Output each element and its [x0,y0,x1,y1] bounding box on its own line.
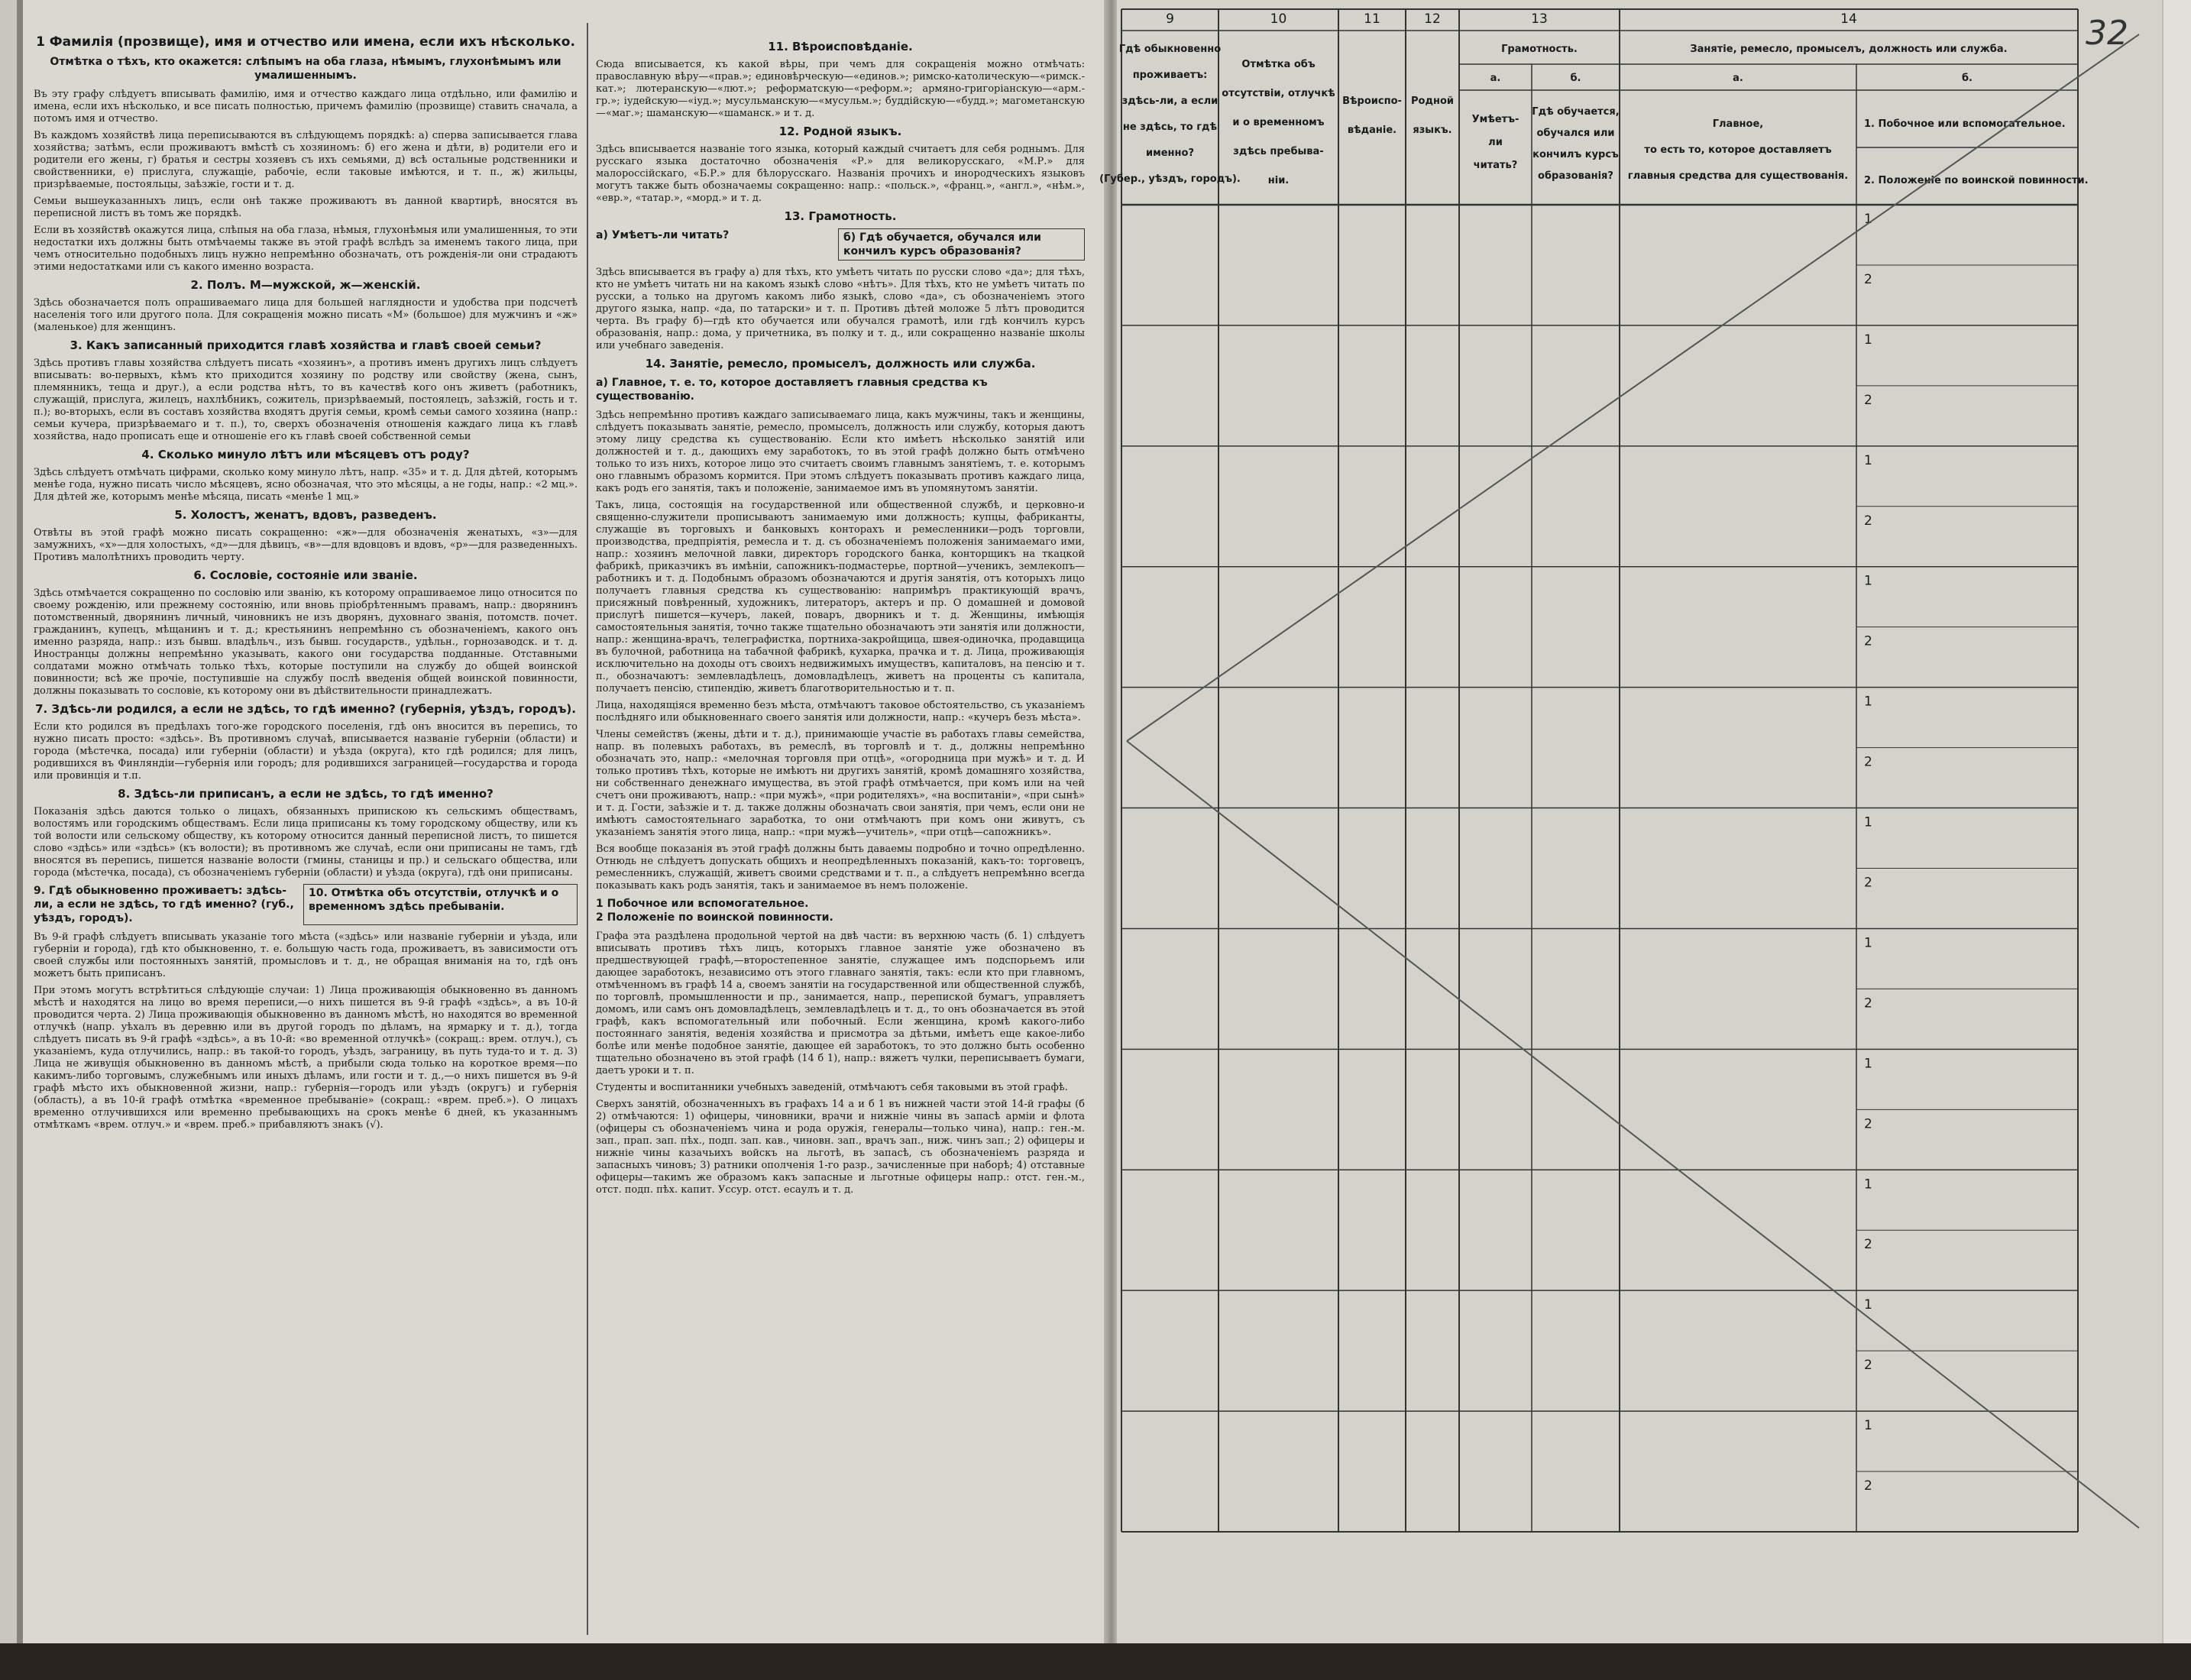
section-14b1-title: 1 Побочное или вспомогательное. [596,898,809,910]
header-col-14b2: 2. Положеніе по воинской повинности. [1864,175,2089,186]
header-col-10: отсутствіи, отлучкѣ [1222,88,1335,99]
section-14-title: 14. Занятіе, ремесло, промыселъ, должность или служба. [645,357,1036,371]
header-col-10: и о временномъ [1232,117,1325,128]
section-5-paragraph: Отвѣты въ этой графѣ можно писать сокращенно: «ж»—для обозначенія женатыхъ, «з»—для замужнихъ, «х»—для холостыхъ, «д»—для дѣвицъ, «в»—для вдовцовъ и вдовъ, «р»—для разведенныхъ. Противъ малолѣтнихъ проводить черту. [34,527,578,563]
row-label-1: 1 [1864,935,1872,951]
header-col-14a-letter: а. [1733,73,1743,84]
row-label-2: 2 [1864,995,1872,1012]
section-14b-paragraph: Студенты и воспитанники учебныхъ заведеній, отмѣчаютъ себя таковыми въ этой графѣ. [596,1082,1068,1093]
section-2-paragraph: Здѣсь обозначается полъ опрашиваемаго лица для большей наглядности и удобства при подсчетѣ населенія того или другого пола. Для сокращенія можно писать «М» (большое) для мужчинъ и «ж» (маленькое) для женщинъ. [34,297,578,333]
section-13b-title: б) Гдѣ обучается, обучался или кончилъ курсъ образованія? [838,228,1085,261]
section-14-paragraph: Такъ, лица, состоящія на государственной или общественной службѣ, и церковно-и священно-служители прописываютъ занимаемую ими должность; купцы, фабриканты, служащіе въ торговыхъ и банковыхъ конторахъ и ремесленники—родъ торговли, производства, предпріятія, ремесла и т. д. съ обозначеніемъ положенія занимаемаго ими, напр.: хозяинъ мелочной лавки, директоръ городского банка, конторщикъ на ткацкой фабрикѣ, приказчикъ въ имѣніи, сапожникъ-подмастерье, портной—ученикъ, землекопъ—работникъ и т. д. Подобнымъ образомъ обозначаются и другія занятія, отъ которыхъ лицо получаетъ главныя средства къ существованію: напримѣръ практикующій врачъ, присяжный повѣренный, художникъ, литераторъ, актеръ и пр. О домашней и домовой прислугѣ пишется—кучеръ, лакей, поваръ, дворникъ и т. д. Женщины, имѣющія самостоятельныя занятія, точно также тщательно обозначаютъ эти занятія или должности, напр.: женщина-врачъ, телеграфистка, портниха-закройщица, швея-одиночка, продавщица въ булочной, работница на табачной фабрикѣ, кухарка, прачка и т. д. Лица, проживающія исключительно на доходы отъ своихъ недвижимыхъ имуществъ, капиталовъ, на пенсію и т. п., обозначаютъ: землевладѣлецъ, домовладѣлецъ, живетъ на проценты съ капитала, получаетъ пенсію, стипендію, живетъ благотворительностью и т. п. [596,500,1085,694]
row-label-1: 1 [1864,1418,1872,1434]
header-col-13a: читать? [1473,160,1518,171]
section-9-title: 9. Гдѣ обыкновенно проживаетъ: здѣсь-ли, а если не здѣсь, то гдѣ именно? (губ., уѣздъ, городъ). [34,885,294,924]
row-label-2: 2 [1864,875,1872,891]
row-label-1: 1 [1864,212,1872,227]
section-6-title: 6. Сословіе, состояніе или званіе. [193,568,418,582]
row-label-1: 1 [1864,573,1872,589]
cross-out-line [1127,34,2139,741]
handwritten-page-number: 32 [2086,14,2128,53]
header-col-13-title: Грамотность. [1501,44,1578,55]
section-14b-paragraph: Сверхъ занятій, обозначенныхъ въ графахъ 14 а и б 1 въ нижней части этой 14-й графы (б 2) отмѣчаются: 1) офицеры, чиновники, врачи и нижніе чины въ запасѣ арміи и флота (офицеры съ обозначеніемъ чина и рода оружія, генералы—только чина), напр.: ген.-м. зап., прап. зап. пѣх., подп. зап. кав., чиновн. зап., врачъ зап., ниж. чинъ зап.; 2) офицеры и нижніе чины казачьихъ войскъ на льготѣ, въ запасѣ, съ обозначеніемъ разряда и запасныхъ чиновъ; 3) ратники ополченія 1-го разр., зачисленные при наборѣ; 4) отставные офицеры—такимъ же образомъ какъ запасные и льготные офицеры напр.: отст. ген.-м., отст. подп. пѣх. капит. Уссур. отст. есаулъ и т. д. [596,1099,1085,1196]
section-8-paragraph: Показанія здѣсь даются только о лицахъ, обязанныхъ припискою къ сельскимъ обществамъ, волостямъ или городскимъ обществамъ. Если лица приписаны къ тому городскому обществу, или къ той волости или сельскому обществу, къ которому относится данный переписной листъ, то пишется слово «здѣсь» или «здѣсь» (къ волости); въ противномъ же случаѣ, если они приписаны не тамъ, гдѣ вносятся въ перепись, пишется названіе волости (гмины, станицы и пр.) и сельскаго общества, или города (мѣстечка, посада), съ обозначеніемъ губерніи (области) и уѣзда (округа), гдѣ они приписаны. [34,806,578,879]
header-col-9: Гдѣ обыкновенно [1118,44,1222,55]
header-col-9: не здѣсь, то гдѣ [1122,121,1218,133]
column-number: 13 [1531,11,1548,27]
header-col-13b: кончилъ курсъ [1532,149,1619,160]
section-7-title: 7. Здѣсь-ли родился, а если не здѣсь, то гдѣ именно? (губернія, уѣздъ, городъ). [35,702,576,716]
section-14-paragraph: Члены семействъ (жены, дѣти и т. д.), принимающіе участіе въ работахъ главы семейства, напр. въ полевыхъ работахъ, въ ремеслѣ, въ торговлѣ и т. д., должны непремѣнно обозначать это, напр.: «мелочная торговля при отцѣ», «огородница при мужѣ» и т. д. И только противъ тѣхъ, которые не имѣютъ ни другихъ занятій, кромѣ домашняго хозяйства, ни собственнаго денежнаго имущества, въ этой графѣ отмѣчается, при комъ или на чей счетъ они проживаютъ, напр.: «при мужѣ», «при родителяхъ», «на воспитаніи», «при сынѣ» и т. д. Гости, заѣзжіе и т. д. также должны обозначать свои занятія, при чемъ, если они не имѣютъ самостоятельнаго заработка, то они отмѣчаютъ при комъ они живутъ, съ указаніемъ занятія этого лица, напр.: «при мужѣ—учитель», «при отцѣ—сапожникъ». [596,729,1085,838]
row-label-2: 2 [1864,271,1872,287]
header-col-10: здѣсь пребыва- [1233,146,1324,157]
column-number: 12 [1424,11,1441,27]
header-col-13b: образованія? [1538,170,1613,182]
section-14-paragraph: Вся вообще показанія въ этой графѣ должны быть даваемы подробно и точно опредѣленно. Отнюдь не слѣдуетъ допускать общихъ и неопредѣленныхъ показаній, какъ-то: торговецъ, ремесленникъ, служащій, живетъ своими средствами и т. п., а слѣдуетъ непремѣнно всегда показывать какъ родъ занятія, такъ и занимаемое въ немъ положеніе. [596,843,1085,892]
row-label-2: 2 [1864,513,1872,529]
header-col-13b: Гдѣ обучается, [1532,106,1620,118]
row-label-2: 2 [1864,1478,1872,1494]
header-col-14-title: Занятіе, ремесло, промыселъ, должность или служба. [1690,44,2008,55]
header-col-10: ніи. [1267,175,1290,186]
section-3-title: 3. Какъ записанный приходится главѣ хозяйства и главѣ своей семьи? [70,338,542,352]
column-number: 10 [1270,11,1287,27]
header-col-11: Вѣроиспо- [1342,95,1402,107]
section-6-paragraph: Здѣсь отмѣчается сокращенно по сословію или званію, къ которому опрашиваемое лицо относится по своему рожденію, или прежнему состоянію, или вновь пріобрѣтеннымъ правамъ, напр.: дворянинъ потомственный, дворянинъ личный, чиновникъ не изъ дворянъ, духовнаго званія, потомств. почет. гражданинъ, купецъ, мѣщанинъ и т. д.; крестьянинъ непремѣнно съ обозначеніемъ, какого онъ именно разряда, напр.: изъ бывш. владѣльч., изъ бывш. государств., удѣльн., горнозаводск. и т. д. Иностранцы должны непремѣнно указывать, какого они государства подданные. Отставными солдатами можно отмѣчать только тѣхъ, которые поступили на службу до общей воинской повинности; всѣ же прочіе, поступившіе на службу послѣ введенія общей воинской повинности, должны показывать то сословіе, къ которому они въ дѣйствительности принадлежатъ. [34,588,578,697]
section-11-paragraph: Сюда вписывается, къ какой вѣры, при чемъ для сокращенія можно отмѣчать: православную вѣру—«прав.»; единовѣрческую—«единов.»; римско-католическую—«римск.-кат.»; лютеранскую—«лют.»; реформатскую—«реформ.»; армяно-григоріанскую—«арм.-гр.»; іудейскую—«іуд.»; мусульманскую—«мусульм.»; буддійскую—«будд.»; магометанскую—«маг.»; шаманскую—«шаманск.» и т. д. [596,59,1085,119]
table-row-labels [1864,212,1872,1494]
section-14-paragraph: Здѣсь непремѣнно противъ каждаго записываемаго лица, какъ мужчины, такъ и женщины, слѣдуетъ показывать занятіе, ремесло, промыселъ, должность или службу, которыя даютъ этому лицу средства къ существованію. Если кто имѣетъ нѣсколько занятій или должностей и т. д., дающихъ ему заработокъ, то въ этой графѣ должно быть отмѣчено только то изъ нихъ, которое лицо это считаетъ своимъ главнымъ занятіемъ, т. е. которымъ оно главнымъ образомъ кормится. При этомъ слѣдуетъ показывать противъ каждаго лица, какъ родъ его занятія, такъ и положеніе, занимаемое имъ въ упомянутомъ занятіи. [596,409,1085,494]
section-3-paragraph: Здѣсь противъ главы хозяйства слѣдуетъ писать «хозяинъ», а противъ именъ другихъ лицъ слѣдуетъ вписывать: во-первыхъ, кѣмъ кто приходится хозяину по родству или свойству (жена, сынъ, племянникъ, теща и друг.), а если родства нѣтъ, то въ качествѣ кого онъ живетъ (работникъ, служащій, прислуга, жилецъ, нахлѣбникъ, сожитель, призрѣваемый, постоялецъ, заѣзжій, гость и т. п.); во-вторыхъ, если въ составъ хозяйства входятъ другія семьи, кромѣ семьи самого хозяина (напр.: семьи кучера, призрѣваемаго и т. п.), то, сверхъ обозначенія отношенія каждаго лица къ главѣ хозяйства, надо прописать еще и отношеніе его къ главѣ своей собственной семьи [34,358,578,442]
section-13-title: 13. Грамотность. [784,209,897,223]
table-grid [1118,9,2078,1532]
header-col-13a: Умѣетъ- [1471,114,1519,125]
section-12-title: 12. Родной языкъ. [778,125,902,138]
header-col-9: здѣсь-ли, а если [1121,95,1218,107]
header-col-13b-letter: б. [1570,73,1581,84]
column-number: 9 [1166,11,1174,27]
section-5-title: 5. Холостъ, женатъ, вдовъ, разведенъ. [174,508,437,522]
row-label-1: 1 [1864,1297,1872,1313]
header-col-10: Отмѣтка объ [1241,59,1316,70]
section-12-paragraph: Здѣсь вписывается названіе того языка, который каждый считаетъ для себя роднымъ. Для русскаго языка достаточно обозначенія «Р.» для великорусскаго, «М.Р.» для малороссійскаго, «Б.Р.» для бѣлорусскаго. Названія прочихъ и инородческихъ языковъ могутъ также быть обозначаемы сокращенно: напр.: «польск.», «франц.», «англ.», «нѣм.», «евр.», «татар.», «морд.» и т. д. [596,144,1085,204]
section-13a-title: а) Умѣетъ-ли читать? [596,229,730,241]
row-label-1: 1 [1864,1056,1872,1072]
right-page-edge [2162,0,2191,1643]
row-label-2: 2 [1864,1116,1872,1132]
header-col-11: вѣданіе. [1347,125,1397,136]
row-label-1: 1 [1864,332,1872,348]
section-1-paragraph: Въ каждомъ хозяйствѣ лица переписываются въ слѣдующемъ порядкѣ: а) сперва записывается глава хозяйства; затѣмъ, если проживаютъ вмѣстѣ съ хозяиномъ: б) его жена и дѣти, в) родители его и родители его жены, г) братья и сестры хозяевъ съ ихъ семьями, д) всѣ остальные родственники и свойственники, е) прислуга, служащіе, рабочіе, если таковые имѣются, и т. п., ж) жильцы, призрѣваемые, постояльцы, заѣзжіе, гости и т. д. [34,130,578,190]
header-col-9: (Губер., уѣздъ, городъ). [1099,173,1241,185]
section-13-paragraph: Здѣсь вписывается въ графу а) для тѣхъ, кто умѣетъ читать по русски слово «да»; для тѣхъ, кто не умѣетъ читать ни на какомъ языкѣ слово «нѣтъ». Для тѣхъ, кто не умѣетъ читать по русски, а только на другомъ какомъ либо языкѣ, слово «да», съ обозначеніемъ этого другого языка, напр. «да, по татарски» и т. п. Противъ дѣтей моложе 5 лѣтъ проводится черта. Въ графу б)—гдѣ кто обучается или обучался грамотѣ, или гдѣ кончилъ курсъ образованія, напр.: дома, у причетника, въ полку и т. д., или сокращенно названіе школы или учебнаго заведенія. [596,267,1085,351]
header-col-9: проживаетъ: [1132,70,1208,81]
section-7-paragraph: Если кто родился въ предѣлахъ того-же городского поселенія, гдѣ онъ вносится въ перепись, то нужно писать просто: «здѣсь». Въ противномъ случаѣ, вписывается названіе губерніи (области) и города (мѣстечка, посада) или губерніи (области) и уѣзда (округа), кто гдѣ родился; для лицъ, родившихся въ Финляндіи—губернія или городъ; для родившихся заграницей—государства и города или провинція и т.п. [34,721,578,782]
column-number: 14 [1840,11,1857,27]
section-1-paragraph: Если въ хозяйствѣ окажутся лица, слѣпыя на оба глаза, нѣмыя, глухонѣмыя или умалишенныя, то эти недостатки ихъ должны быть отмѣчаемы также въ этой графѣ вслѣдъ за именемъ такого лица, при чемъ относительно подобныхъ лицъ нужно непремѣнно обозначать, отъ рожденія-ли они страдаютъ этими недостатками или съ какого именно возраста. [34,225,578,273]
section-1-subtitle: Отмѣтка о тѣхъ, кто окажется: слѣпымъ на оба глаза, нѣмымъ, глухонѣмымъ или умалишеннымъ. [50,56,562,82]
column-number: 11 [1364,11,1380,27]
header-col-14a: главныя средства для существованія. [1627,170,1849,182]
header-col-13a: ли [1488,137,1503,148]
section-14-paragraph: Лица, находящіяся временно безъ мѣста, отмѣчаютъ таковое обстоятельство, съ указаніемъ послѣдняго или обыкновеннаго своего занятія или должности, напр.: «кучеръ безъ мѣста». [596,700,1085,723]
section-9-paragraph: При этомъ могутъ встрѣтиться слѣдующіе случаи: 1) Лица проживающія обыкновенно въ данномъ мѣстѣ и находятся на лицо во время переписи,—о нихъ пишется въ 9-й графѣ «здѣсь», а въ 10-й проводится черта. 2) Лица проживающія обыкновенно въ данномъ мѣстѣ, но находятся во временной отлучкѣ (напр. уѣхалъ въ деревню или въ другой городъ по дѣламъ, на ярмарку и т. д.), тогда слѣдуетъ писать въ 9-й графѣ «здѣсь», а въ 10-й: «во временной отлучкѣ» (сокращ.: врем. отлуч.), съ указаніемъ, куда отлучились, напр.: въ такой-то городъ, уѣздъ, заграницу, въ путь туда-то и т. д. 3) Лица не живущія обыкновенно въ данномъ мѣстѣ, а прибыли сюда только на короткое время—по какимъ-либо торговымъ, служебнымъ или иныхъ дѣламъ, или гости и т. д.,—о нихъ пишется въ 9-й графѣ мѣсто ихъ обыкновенной жизни, напр.: губернія—городъ или уѣздъ (округъ) и губернія (область), а въ 10-й графѣ отмѣтка «временное пребываніе» (сокращ.: «врем. преб.»). О лицахъ временно отлучившихся или временно пребывающихъ на срокъ менѣе 6 дней, къ указаннымъ отмѣткамъ «врем. отлуч.» и «врем. преб.» прибавляютъ знакъ (√). [34,985,578,1131]
section-14b2-title: 2 Положеніе по воинской повинности. [596,911,833,924]
row-label-2: 2 [1864,754,1872,770]
header-col-9: именно? [1146,147,1194,159]
row-label-1: 1 [1864,694,1872,710]
row-label-1: 1 [1864,452,1872,468]
table-header [1099,11,2088,186]
section-4-title: 4. Сколько минуло лѣтъ или мѣсяцевъ отъ роду? [141,448,470,461]
section-9-paragraph: Въ 9-й графѣ слѣдуетъ вписывать указаніе того мѣста («здѣсь» или названіе губерніи и уѣзда, или губерніи и города), гдѣ кто обыкновенно, т. е. большую часть года, проживаетъ, въ зависимости отъ своей службы или постоянныхъ занятій, промысловъ и т. д., не обращая вниманія на то, гдѣ онъ можетъ быть приписанъ. [34,931,578,979]
section-1-paragraph: Въ эту графу слѣдуетъ вписывать фамилію, имя и отчество каждаго лица отдѣльно, или фамилію и имена, если ихъ нѣсколько, и все писать полностью, причемъ фамилію (прозвище) ставить сначала, а потомъ имя и отчество. [34,89,578,125]
section-1-paragraph: Семьи вышеуказанныхъ лицъ, если онѣ также проживаютъ въ данной квартирѣ, вносятся въ переписной листъ въ томъ же порядкѣ. [34,196,578,219]
row-label-2: 2 [1864,1237,1872,1253]
header-col-12: Родной [1411,95,1454,107]
section-4-paragraph: Здѣсь слѣдуетъ отмѣчать цифрами, сколько кому минуло лѣтъ, напр. «35» и т. д. Для дѣтей, которымъ менѣе года, нужно писать число мѣсяцевъ, ясно обозначая, что это мѣсяцы, а не годы, напр.: «2 мц.». Для дѣтей же, которымъ менѣе мѣсяца, писать «менѣе 1 мц.» [34,467,578,503]
section-11-title: 11. Вѣроисповѣданіе. [768,40,913,53]
header-col-13b: обучался или [1536,128,1615,139]
section-2-title: 2. Полъ. М—мужской, ж—женскій. [190,278,421,292]
row-label-2: 2 [1864,1358,1872,1374]
section-10-title: 10. Отмѣтка объ отсутствіи, отлучкѣ и о временномъ здѣсь пребываніи. [303,884,578,925]
row-label-2: 2 [1864,633,1872,649]
section-1-title: 1 Фамилія (прозвище), имя и отчество или имена, если ихъ нѣсколько. [36,34,575,50]
header-col-13a-letter: а. [1490,73,1501,84]
header-col-14b1: 1. Побочное или вспомогательное. [1864,118,2066,130]
header-col-14b-letter: б. [1961,73,1973,84]
header-col-14a: Главное, [1712,118,1764,130]
section-14a-subtitle: а) Главное, т. е. то, которое доставляетъ главныя средства къ существованію. [596,377,988,403]
section-8-title: 8. Здѣсь-ли приписанъ, а если не здѣсь, то гдѣ именно? [118,787,494,801]
cross-out-line [1127,741,2139,1528]
row-label-2: 2 [1864,392,1872,408]
section-14b-paragraph: Графа эта раздѣлена продольной чертой на двѣ части: въ верхнюю часть (б. 1) слѣдуетъ вписывать противъ тѣхъ лицъ, которыхъ главное занятіе уже обозначено въ предшествующей графѣ,—второстепенное занятіе, служащее имъ подспорьемъ или дающее заработокъ, независимо отъ этого главнаго занятія, такъ: если кто при главномъ, отмѣченномъ въ графѣ 14 а, своемъ занятіи на государственной или общественной службѣ, по торговлѣ, промышленности и пр., занимается, напр., перепиской бумагъ, управляетъ домомъ, или самъ онъ домовладѣлецъ, землевладѣлецъ и т. д., то онъ обозначается въ этой графѣ, какъ вспомогательный или побочный. Если женщина, кромѣ какого-либо постояннаго занятія, веденія хозяйства и присмотра за дѣтьми, имѣетъ еще какое-либо болѣе или менѣе подобное занятіе, дающее ей заработокъ, то это должно быть особенно тщательно обозначено въ этой графѣ (14 б 1), напр.: вяжетъ чулки, переписываетъ бумаги, даетъ уроки и т. п. [596,931,1085,1076]
header-col-12: языкъ. [1413,125,1452,136]
row-label-1: 1 [1864,1177,1872,1193]
row-label-1: 1 [1864,814,1872,830]
header-col-14a: то есть то, которое доставляетъ [1644,144,1832,156]
